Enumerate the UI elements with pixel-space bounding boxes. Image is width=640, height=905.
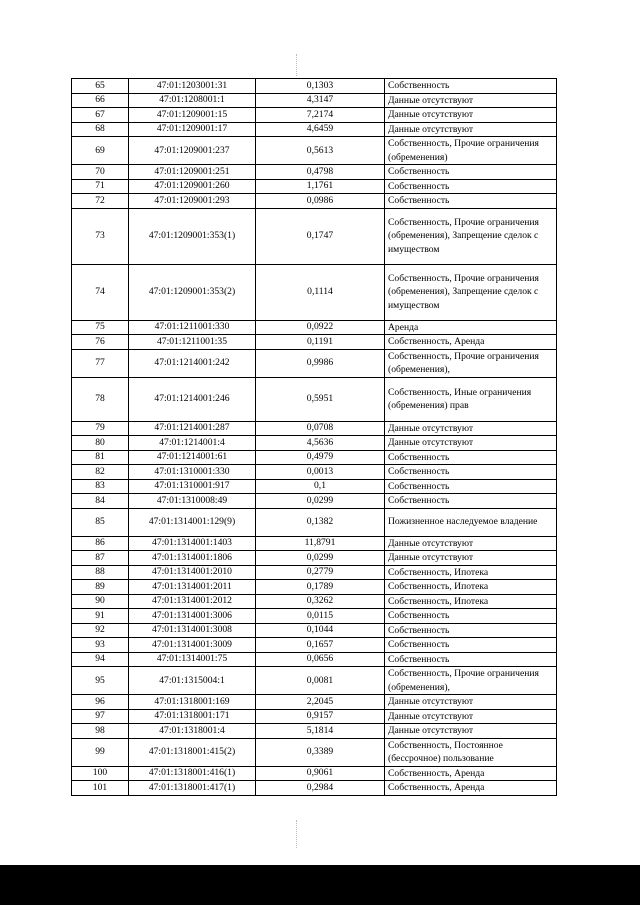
area-value: 0,0115 bbox=[256, 609, 385, 624]
table-row bbox=[72, 335, 557, 350]
area-value: 0,4979 bbox=[256, 450, 385, 465]
table-row bbox=[72, 93, 557, 108]
cadastral-number: 47:01:1314001:2010 bbox=[129, 565, 256, 580]
cadastral-number: 47:01:1314001:3008 bbox=[129, 623, 256, 638]
cadastral-number: 47:01:1315004:1 bbox=[129, 667, 256, 695]
row-number: 81 bbox=[72, 450, 129, 465]
right-type: Данные отсутствуют bbox=[385, 122, 557, 137]
cadastral-number: 47:01:1209001:353(1) bbox=[129, 208, 256, 264]
cadastral-number: 47:01:1214001:4 bbox=[129, 436, 256, 451]
table-row bbox=[72, 494, 557, 509]
table-row bbox=[72, 709, 557, 724]
cadastral-number: 47:01:1209001:237 bbox=[129, 137, 256, 165]
area-value: 0,5613 bbox=[256, 137, 385, 165]
area-value: 0,3262 bbox=[256, 594, 385, 609]
cadastral-number: 47:01:1211001:330 bbox=[129, 320, 256, 335]
row-number: 70 bbox=[72, 165, 129, 180]
right-type: Собственность bbox=[385, 165, 557, 180]
row-number: 101 bbox=[72, 781, 129, 796]
right-type: Собственность, Аренда bbox=[385, 766, 557, 781]
row-number: 92 bbox=[72, 623, 129, 638]
right-type: Данные отсутствуют bbox=[385, 709, 557, 724]
table-row bbox=[72, 264, 557, 320]
area-value: 0,0656 bbox=[256, 652, 385, 667]
right-type: Собственность, Прочие ограничения (обременения) bbox=[385, 137, 557, 165]
cadastral-number: 47:01:1209001:260 bbox=[129, 179, 256, 194]
row-number: 65 bbox=[72, 79, 129, 94]
right-type: Собственность, Ипотека bbox=[385, 565, 557, 580]
area-value: 0,0299 bbox=[256, 494, 385, 509]
right-type: Данные отсутствуют bbox=[385, 421, 557, 436]
table-row bbox=[72, 436, 557, 451]
table-row bbox=[72, 536, 557, 551]
area-value: 0,0013 bbox=[256, 465, 385, 480]
cadastral-number: 47:01:1310001:917 bbox=[129, 479, 256, 494]
table-row bbox=[72, 609, 557, 624]
cadastral-number: 47:01:1208001:1 bbox=[129, 93, 256, 108]
area-value: 0,9157 bbox=[256, 709, 385, 724]
right-type: Собственность bbox=[385, 609, 557, 624]
area-value: 0,1044 bbox=[256, 623, 385, 638]
cadastral-number: 47:01:1314001:3009 bbox=[129, 638, 256, 653]
row-number: 96 bbox=[72, 695, 129, 710]
right-type: Собственность, Прочие ограничения (обременения), Запрещение сделок с имуществом bbox=[385, 264, 557, 320]
cadastral-number: 47:01:1318001:417(1) bbox=[129, 781, 256, 796]
row-number: 73 bbox=[72, 208, 129, 264]
cadastral-number: 47:01:1310008:49 bbox=[129, 494, 256, 509]
cadastral-number: 47:01:1314001:2011 bbox=[129, 580, 256, 595]
area-value: 4,3147 bbox=[256, 93, 385, 108]
right-type: Собственность bbox=[385, 194, 557, 209]
right-type: Пожизненное наследуемое владение bbox=[385, 508, 557, 536]
area-value: 0,1191 bbox=[256, 335, 385, 350]
row-number: 86 bbox=[72, 536, 129, 551]
cadastral-number: 47:01:1211001:35 bbox=[129, 335, 256, 350]
row-number: 77 bbox=[72, 349, 129, 377]
area-value: 0,0708 bbox=[256, 421, 385, 436]
table-row bbox=[72, 122, 557, 137]
cadastral-number: 47:01:1318001:171 bbox=[129, 709, 256, 724]
row-number: 67 bbox=[72, 108, 129, 123]
right-type: Собственность bbox=[385, 479, 557, 494]
row-number: 91 bbox=[72, 609, 129, 624]
right-type: Собственность bbox=[385, 638, 557, 653]
right-type: Собственность, Иные ограничения (обременения) прав bbox=[385, 377, 557, 421]
right-type: Собственность bbox=[385, 179, 557, 194]
row-number: 84 bbox=[72, 494, 129, 509]
area-value: 0,0986 bbox=[256, 194, 385, 209]
table-row bbox=[72, 320, 557, 335]
right-type: Собственность bbox=[385, 79, 557, 94]
cadastral-number: 47:01:1209001:15 bbox=[129, 108, 256, 123]
right-type: Собственность, Аренда bbox=[385, 781, 557, 796]
right-type: Собственность, Постоянное (бессрочное) пользование bbox=[385, 738, 557, 766]
table-row bbox=[72, 551, 557, 566]
cadastral-number: 47:01:1209001:251 bbox=[129, 165, 256, 180]
row-number: 71 bbox=[72, 179, 129, 194]
row-number: 68 bbox=[72, 122, 129, 137]
table-row bbox=[72, 695, 557, 710]
area-value: 4,6459 bbox=[256, 122, 385, 137]
cadastral-number: 47:01:1314001:75 bbox=[129, 652, 256, 667]
right-type: Данные отсутствуют bbox=[385, 551, 557, 566]
table-row bbox=[72, 165, 557, 180]
row-number: 95 bbox=[72, 667, 129, 695]
right-type: Собственность, Прочие ограничения (обременения), Запрещение сделок с имуществом bbox=[385, 208, 557, 264]
bottom-fold-mark bbox=[296, 820, 297, 848]
row-number: 79 bbox=[72, 421, 129, 436]
area-value: 0,1789 bbox=[256, 580, 385, 595]
area-value: 0,5951 bbox=[256, 377, 385, 421]
area-value: 0,0299 bbox=[256, 551, 385, 566]
table-row bbox=[72, 179, 557, 194]
table-row bbox=[72, 208, 557, 264]
row-number: 99 bbox=[72, 738, 129, 766]
table-row bbox=[72, 479, 557, 494]
cadastral-number: 47:01:1318001:4 bbox=[129, 724, 256, 739]
right-type: Собственность bbox=[385, 450, 557, 465]
table-row bbox=[72, 450, 557, 465]
table-row bbox=[72, 465, 557, 480]
cadastral-number: 47:01:1209001:353(2) bbox=[129, 264, 256, 320]
right-type: Собственность, Ипотека bbox=[385, 594, 557, 609]
area-value: 0,1657 bbox=[256, 638, 385, 653]
row-number: 74 bbox=[72, 264, 129, 320]
row-number: 75 bbox=[72, 320, 129, 335]
cadastral-number: 47:01:1314001:1806 bbox=[129, 551, 256, 566]
row-number: 100 bbox=[72, 766, 129, 781]
right-type: Данные отсутствуют bbox=[385, 108, 557, 123]
cadastral-number: 47:01:1318001:416(1) bbox=[129, 766, 256, 781]
area-value: 0,1114 bbox=[256, 264, 385, 320]
area-value: 0,4798 bbox=[256, 165, 385, 180]
row-number: 94 bbox=[72, 652, 129, 667]
table-row bbox=[72, 377, 557, 421]
right-type: Данные отсутствуют bbox=[385, 436, 557, 451]
cadastral-number: 47:01:1310001:330 bbox=[129, 465, 256, 480]
area-value: 11,8791 bbox=[256, 536, 385, 551]
area-value: 7,2174 bbox=[256, 108, 385, 123]
cadastral-number: 47:01:1214001:246 bbox=[129, 377, 256, 421]
table-row bbox=[72, 594, 557, 609]
right-type: Собственность, Аренда bbox=[385, 335, 557, 350]
land-plot-table bbox=[71, 78, 557, 796]
right-type: Собственность, Прочие ограничения (обременения), bbox=[385, 349, 557, 377]
top-fold-mark bbox=[296, 54, 297, 76]
right-type: Собственность bbox=[385, 465, 557, 480]
right-type: Данные отсутствуют bbox=[385, 724, 557, 739]
cadastral-number: 47:01:1214001:61 bbox=[129, 450, 256, 465]
cadastral-number: 47:01:1314001:3006 bbox=[129, 609, 256, 624]
row-number: 93 bbox=[72, 638, 129, 653]
area-value: 0,0922 bbox=[256, 320, 385, 335]
table-row bbox=[72, 638, 557, 653]
row-number: 69 bbox=[72, 137, 129, 165]
table-row bbox=[72, 137, 557, 165]
area-value: 0,2779 bbox=[256, 565, 385, 580]
row-number: 97 bbox=[72, 709, 129, 724]
table-row bbox=[72, 623, 557, 638]
cadastral-number: 47:01:1214001:287 bbox=[129, 421, 256, 436]
table-row bbox=[72, 508, 557, 536]
table-row bbox=[72, 108, 557, 123]
row-number: 90 bbox=[72, 594, 129, 609]
area-value: 0,3389 bbox=[256, 738, 385, 766]
table-row bbox=[72, 79, 557, 94]
row-number: 78 bbox=[72, 377, 129, 421]
row-number: 83 bbox=[72, 479, 129, 494]
area-value: 0,1747 bbox=[256, 208, 385, 264]
right-type: Данные отсутствуют bbox=[385, 93, 557, 108]
right-type: Собственность, Ипотека bbox=[385, 580, 557, 595]
right-type: Собственность bbox=[385, 652, 557, 667]
row-number: 85 bbox=[72, 508, 129, 536]
cadastral-number: 47:01:1209001:293 bbox=[129, 194, 256, 209]
table-row bbox=[72, 580, 557, 595]
area-value: 0,9986 bbox=[256, 349, 385, 377]
right-type: Собственность, Прочие ограничения (обременения), bbox=[385, 667, 557, 695]
table-row bbox=[72, 667, 557, 695]
table-row bbox=[72, 724, 557, 739]
table-body bbox=[72, 79, 557, 796]
area-value: 0,1 bbox=[256, 479, 385, 494]
cadastral-number: 47:01:1209001:17 bbox=[129, 122, 256, 137]
table-row bbox=[72, 766, 557, 781]
right-type: Собственность bbox=[385, 494, 557, 509]
area-value: 5,1814 bbox=[256, 724, 385, 739]
area-value: 0,0081 bbox=[256, 667, 385, 695]
cadastral-number: 47:01:1314001:1403 bbox=[129, 536, 256, 551]
area-value: 1,1761 bbox=[256, 179, 385, 194]
row-number: 72 bbox=[72, 194, 129, 209]
row-number: 66 bbox=[72, 93, 129, 108]
row-number: 76 bbox=[72, 335, 129, 350]
area-value: 0,1382 bbox=[256, 508, 385, 536]
area-value: 0,9061 bbox=[256, 766, 385, 781]
cadastral-number: 47:01:1214001:242 bbox=[129, 349, 256, 377]
area-value: 2,2045 bbox=[256, 695, 385, 710]
table-row bbox=[72, 652, 557, 667]
cadastral-number: 47:01:1203001:31 bbox=[129, 79, 256, 94]
cadastral-number: 47:01:1318001:415(2) bbox=[129, 738, 256, 766]
row-number: 88 bbox=[72, 565, 129, 580]
cadastral-number: 47:01:1318001:169 bbox=[129, 695, 256, 710]
right-type: Собственность bbox=[385, 623, 557, 638]
row-number: 87 bbox=[72, 551, 129, 566]
cadastral-number: 47:01:1314001:129(9) bbox=[129, 508, 256, 536]
table-row bbox=[72, 349, 557, 377]
area-value: 4,5636 bbox=[256, 436, 385, 451]
right-type: Данные отсутствуют bbox=[385, 695, 557, 710]
table-row bbox=[72, 421, 557, 436]
row-number: 82 bbox=[72, 465, 129, 480]
cadastral-number: 47:01:1314001:2012 bbox=[129, 594, 256, 609]
area-value: 0,1303 bbox=[256, 79, 385, 94]
table-row bbox=[72, 738, 557, 766]
row-number: 98 bbox=[72, 724, 129, 739]
scan-bottom-border bbox=[0, 865, 640, 905]
row-number: 89 bbox=[72, 580, 129, 595]
right-type: Аренда bbox=[385, 320, 557, 335]
table-row bbox=[72, 781, 557, 796]
area-value: 0,2984 bbox=[256, 781, 385, 796]
table-row bbox=[72, 565, 557, 580]
right-type: Данные отсутствуют bbox=[385, 536, 557, 551]
table-row bbox=[72, 194, 557, 209]
row-number: 80 bbox=[72, 436, 129, 451]
